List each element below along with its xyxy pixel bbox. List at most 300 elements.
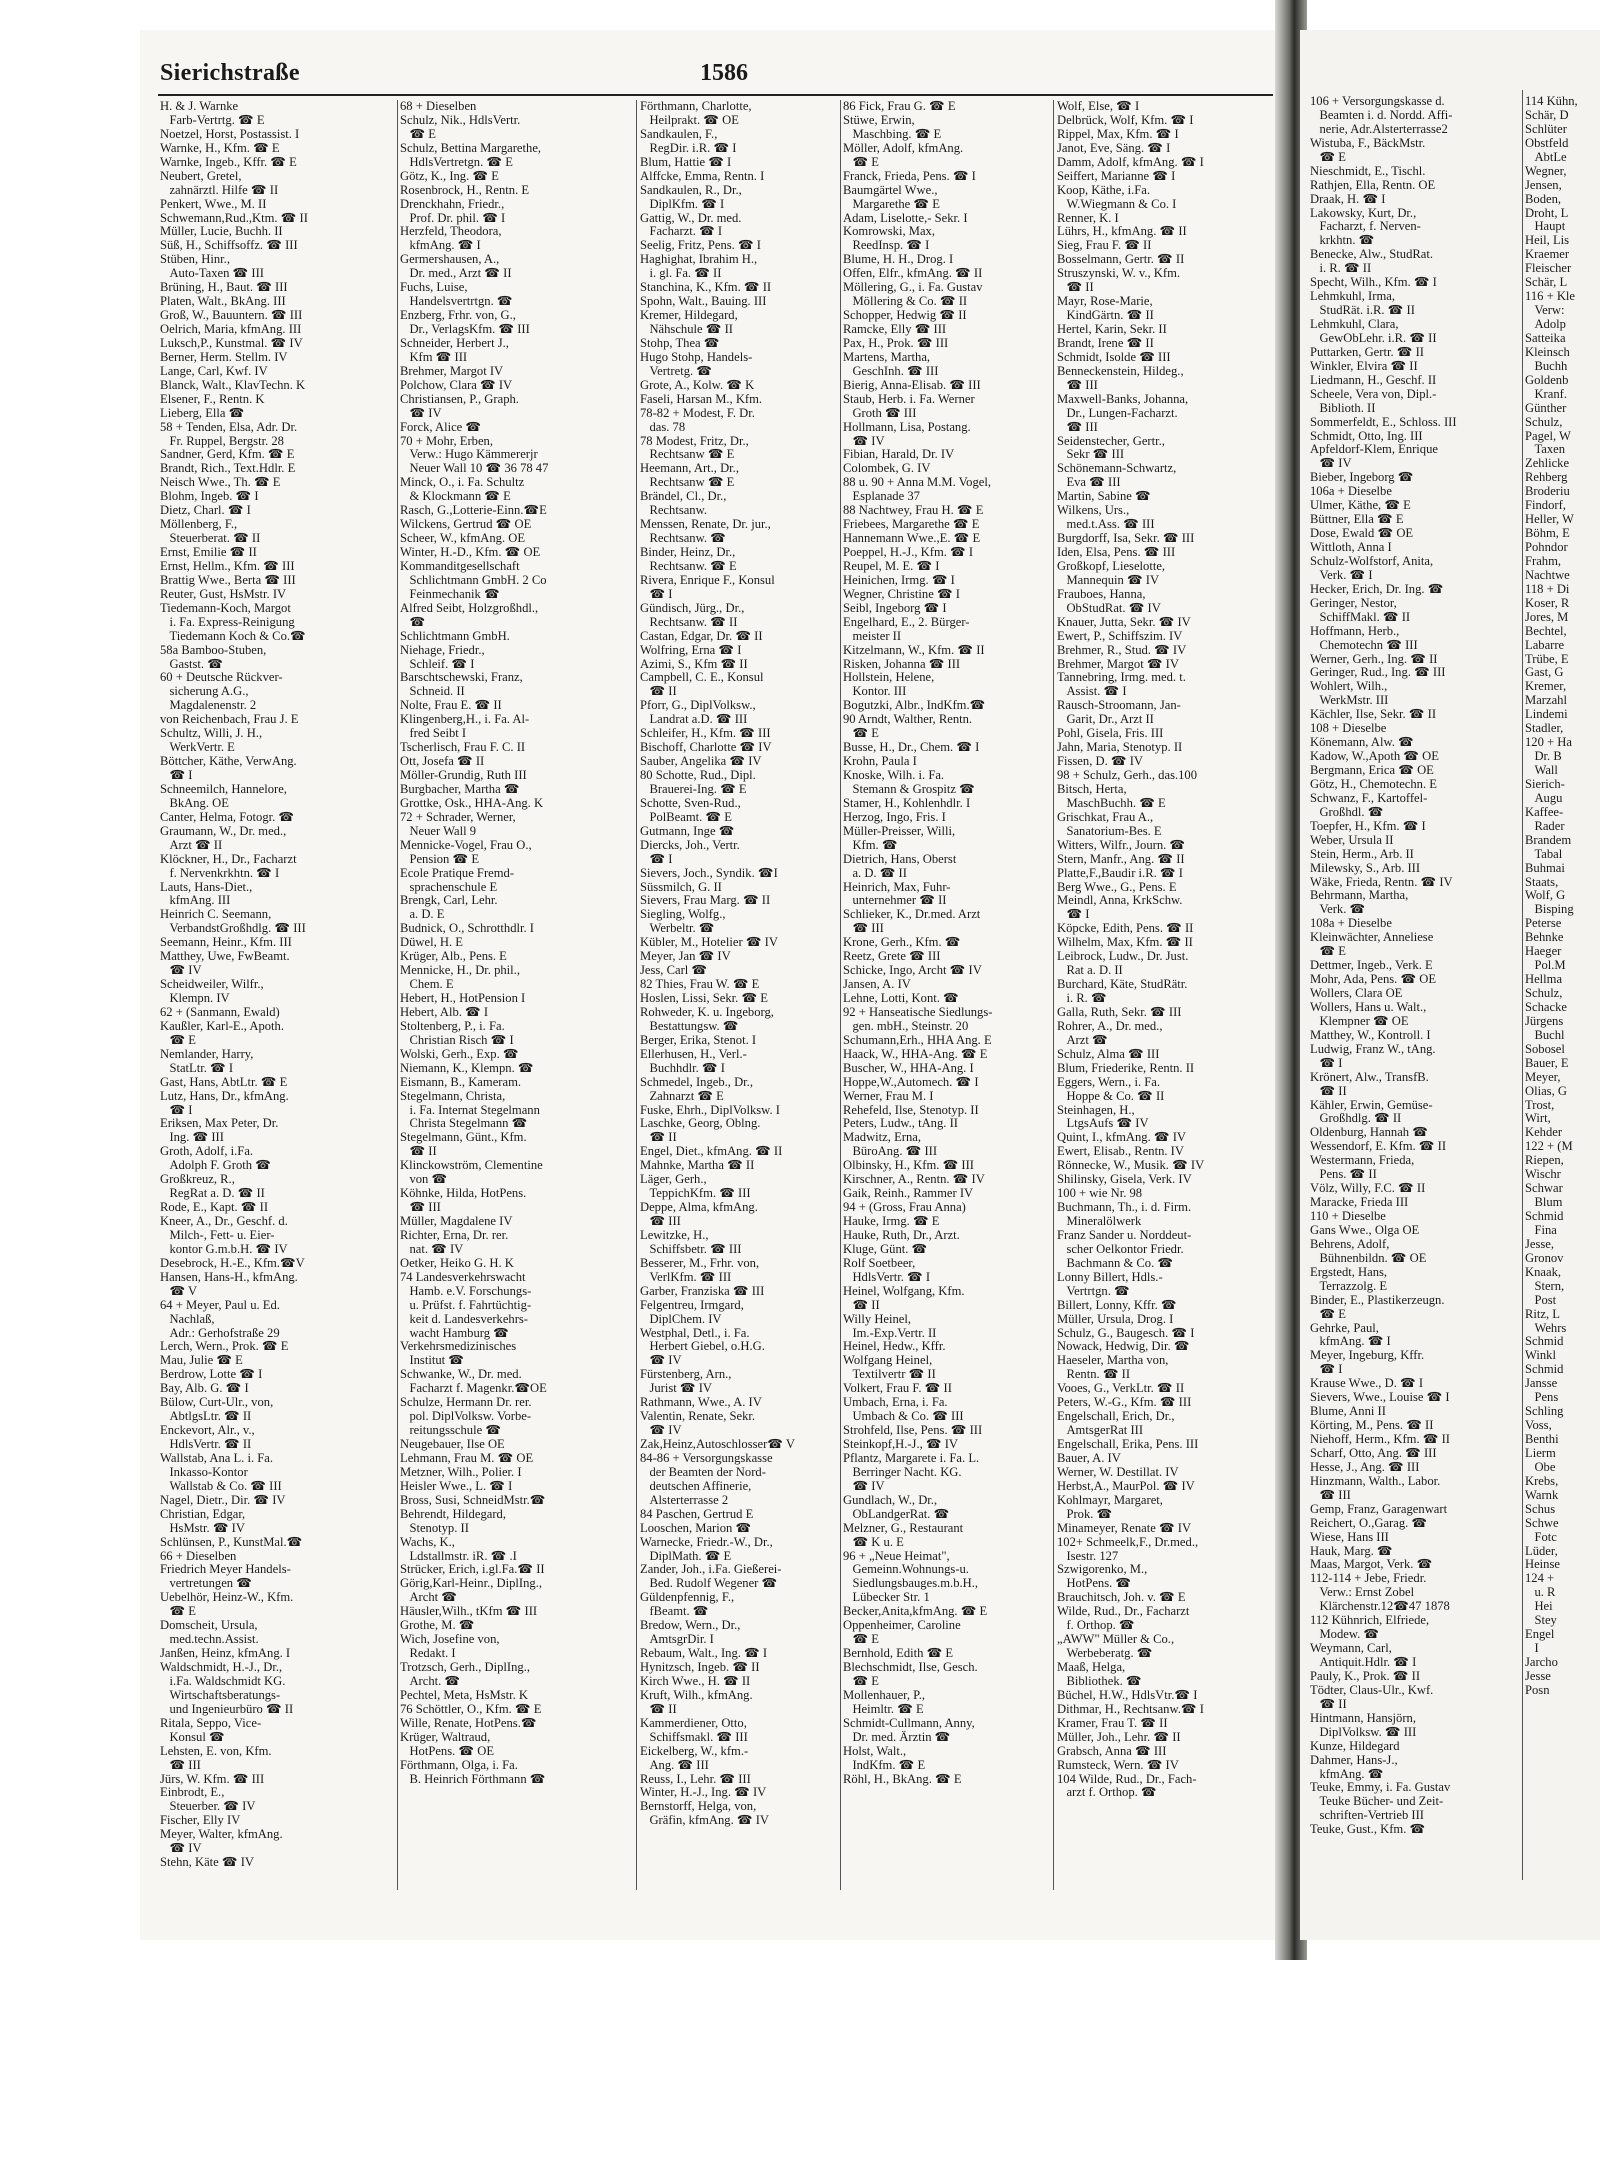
- directory-line: ☎ III: [843, 921, 884, 936]
- directory-line: und Ingenieurbüro ☎ II: [160, 1701, 294, 1716]
- directory-line: 70 + Mohr, Erben,: [400, 433, 493, 448]
- directory-line: Schlichtmann GmbH.: [400, 628, 510, 643]
- directory-line: Franz Sander u. Norddeut-: [1057, 1227, 1192, 1242]
- directory-line: 106a + Dieselbe: [1310, 484, 1392, 499]
- directory-line: Wallstab, Ana L. i. Fa.: [160, 1450, 274, 1465]
- directory-line: Haeger: [1525, 944, 1562, 959]
- directory-line: Im.-Exp.Vertr. II: [843, 1325, 937, 1340]
- directory-line: Bernhold, Edith ☎ E: [843, 1646, 954, 1661]
- directory-line: Ellerhusen, H., Verl.-: [640, 1046, 747, 1061]
- directory-line: Krüger, Alb., Pens. E: [400, 949, 507, 964]
- directory-line: Sanatorium-Bes. E: [1057, 823, 1162, 838]
- directory-line: Domscheit, Ursula,: [160, 1618, 258, 1633]
- directory-line: Haghighat, Ibrahim H.,: [640, 252, 758, 267]
- directory-line: Platen, Walt., BkAng. III: [160, 294, 286, 309]
- directory-line: Antiquit.Hdlr. ☎ I: [1310, 1655, 1417, 1669]
- directory-line: 76 Schöttler, O., Kfm. ☎ E: [400, 1701, 542, 1716]
- directory-line: Stüben, Hinr.,: [160, 252, 230, 267]
- directory-line: Hellma: [1525, 972, 1563, 987]
- directory-line: Gast, G: [1525, 665, 1564, 680]
- directory-line: Oldenburg, Hannah ☎: [1310, 1125, 1428, 1140]
- directory-line: Rehefeld, Ilse, Stenotyp. II: [843, 1102, 979, 1117]
- directory-line: Lehmkuhl, Irma,: [1310, 289, 1395, 304]
- directory-line: Möllering, G., i. Fa. Gustav: [843, 280, 983, 295]
- directory-line: Facharzt, f. Nerven-: [1310, 219, 1421, 234]
- directory-line: Garber, Franziska ☎ III: [640, 1283, 765, 1298]
- directory-line: Brengk, Carl, Lehr.: [400, 893, 498, 908]
- directory-line: Möller-Grundig, Ruth III: [400, 768, 527, 782]
- directory-line: AbtLe: [1525, 149, 1567, 164]
- directory-line: Chem. E: [400, 977, 454, 992]
- directory-line: Werbeltr. ☎: [640, 921, 715, 936]
- directory-line: Fissen, D. ☎ IV: [1057, 754, 1144, 769]
- directory-line: Chemotechn ☎ III: [1310, 637, 1418, 652]
- directory-line: Pol.M: [1525, 958, 1566, 973]
- directory-line: Rausch-Stroomann, Jan-: [1057, 698, 1181, 713]
- directory-line: Kleinsch: [1525, 344, 1570, 359]
- directory-line: Heimltr. ☎ E: [843, 1701, 924, 1716]
- directory-line: Warnecke, Friedr.-W., Dr.,: [640, 1534, 773, 1549]
- directory-line: Wille, Renate, HotPens.☎: [400, 1715, 537, 1730]
- directory-line: Hansen, Hans-H., kfmAng.: [160, 1269, 298, 1284]
- directory-line: Matthey, W., Kontroll. I: [1310, 1027, 1431, 1042]
- directory-line: Noetzel, Horst, Postassist. I: [160, 126, 300, 141]
- directory-line: 60 + Deutsche Rückver-: [160, 670, 283, 685]
- directory-line: Voss,: [1525, 1418, 1552, 1433]
- directory-line: ☎ E: [843, 1632, 879, 1647]
- directory-line: Fuske, Ehrh., DiplVolksw. I: [640, 1102, 780, 1117]
- directory-line: Brauerei-Ing. ☎ E: [640, 781, 747, 796]
- directory-line: Desebrock, H.-E., Kfm.☎V: [160, 1255, 305, 1270]
- directory-line: Schulz, Nik., HdlsVertr.: [400, 112, 521, 127]
- directory-line: 64 + Meyer, Paul u. Ed.: [160, 1297, 280, 1312]
- directory-line: RegDir. i.R. ☎ I: [640, 140, 737, 155]
- directory-line: 96 + „Neue Heimat",: [843, 1548, 950, 1563]
- directory-line: Holst, Walt.,: [843, 1743, 907, 1758]
- directory-line: Schulz, G., Baugesch. ☎ I: [1057, 1325, 1195, 1340]
- directory-line: Geringer, Rud., Ing. ☎ III: [1310, 665, 1446, 680]
- directory-line: H. & J. Warnke: [160, 100, 239, 113]
- directory-line: Warnke, Ingeb., Kffr. ☎ E: [160, 154, 297, 169]
- directory-line: PolBeamt. ☎ E: [640, 809, 732, 824]
- directory-line: Oelrich, Maria, kfmAng. III: [160, 322, 302, 336]
- directory-line: Herzog, Ingo, Fris. I: [843, 809, 946, 824]
- directory-line: Spohn, Walt., Bauing. III: [640, 294, 767, 309]
- directory-line: ☎ IV: [843, 1478, 885, 1493]
- directory-line: Sekr ☎ III: [1057, 447, 1125, 462]
- directory-line: Facharzt f. Magenkr.☎OE: [400, 1381, 547, 1396]
- directory-line: Klempner ☎ OE: [1310, 1013, 1409, 1028]
- directory-line: Rippel, Max, Kfm. ☎ I: [1057, 126, 1179, 141]
- directory-line: Bergmann, Erica ☎ OE: [1310, 763, 1434, 777]
- directory-line: Adam, Liselotte,- Sekr. I: [843, 210, 968, 225]
- directory-line: Renner, K. I: [1057, 210, 1119, 225]
- directory-line: Behnke: [1525, 930, 1564, 945]
- directory-line: i. gl. Fa. ☎ II: [640, 266, 722, 281]
- directory-line: Wegner, Christine ☎ I: [843, 586, 960, 601]
- header-divider: [158, 94, 1273, 96]
- directory-line: Menssen, Renate, Dr. jur.,: [640, 517, 771, 532]
- directory-line: Klöckner, H., Dr., Facharzt: [160, 851, 297, 866]
- directory-line: Sievers, Frau Marg. ☎ II: [640, 893, 771, 908]
- directory-line: ☎ I: [160, 768, 193, 782]
- directory-line: 116 + Kle: [1525, 289, 1576, 304]
- directory-line: Heinrich C. Seemann,: [160, 907, 272, 922]
- directory-line: Schmidt, Isolde ☎ III: [1057, 349, 1171, 364]
- directory-line: ☎ II: [1310, 1083, 1347, 1098]
- directory-line: Post: [1525, 1292, 1557, 1307]
- directory-line: Engel, Diet., kfmAng. ☎ II: [640, 1144, 783, 1159]
- directory-line: Nowack, Hedwig, Dir. ☎: [1057, 1339, 1190, 1354]
- directory-line: Isestr. 127: [1057, 1548, 1119, 1563]
- directory-line: Schlichtmann GmbH. 2 Co: [400, 572, 547, 587]
- directory-line: Waldschmidt, H.-J., Dr.,: [160, 1660, 283, 1674]
- directory-line: arzt f. Orthop. ☎: [1057, 1785, 1157, 1800]
- directory-line: Hertel, Karin, Sekr. II: [1057, 322, 1167, 336]
- directory-line: Garit, Dr., Arzt II: [1057, 712, 1154, 727]
- directory-line: ☎ II: [843, 1297, 880, 1312]
- directory-line: Maxwell-Banks, Johanna,: [1057, 391, 1189, 406]
- directory-line: Stegelmann, Christa,: [400, 1088, 506, 1103]
- directory-line: Sieg, Frau F. ☎ II: [1057, 238, 1152, 253]
- directory-line: 86 Fick, Frau G. ☎ E: [843, 100, 956, 113]
- directory-line: Lewitzke, H.,: [640, 1227, 709, 1242]
- directory-line: Melzner, G., Restaurant: [843, 1520, 964, 1535]
- directory-line: Behrmann, Martha,: [1310, 888, 1409, 903]
- directory-line: Berner, Herm. Stellm. IV: [160, 349, 288, 364]
- directory-line: Stern,: [1525, 1278, 1565, 1293]
- directory-line: Hauke, Irmg. ☎ E: [843, 1214, 940, 1228]
- directory-line: Schär, D: [1525, 107, 1569, 122]
- directory-line: Möllenberg, F.,: [160, 517, 238, 532]
- directory-line: reitungsschule ☎: [400, 1423, 502, 1438]
- directory-line: Olbinsky, H., Kfm. ☎ III: [843, 1158, 974, 1173]
- directory-line: Arzt ☎: [1057, 1032, 1108, 1047]
- directory-line: Hebert, H., HotPension I: [400, 991, 526, 1005]
- directory-line: Klinckowström, Clementine: [400, 1158, 543, 1173]
- directory-line: Wirtschaftsberatungs-: [160, 1687, 281, 1702]
- directory-line: Dietz, Charl. ☎ I: [160, 503, 251, 518]
- directory-line: Facharzt. ☎ I: [640, 224, 723, 239]
- directory-line: Heemann, Art., Dr.,: [640, 461, 739, 476]
- directory-line: Stüwe, Erwin,: [843, 112, 915, 127]
- directory-line: Winkler, Elvira ☎ II: [1310, 358, 1418, 373]
- directory-line: ☎ IV: [1310, 456, 1352, 471]
- directory-line: Schwemann,Rud.,Ktm. ☎ II: [160, 210, 308, 225]
- directory-line: kfmAng. III: [160, 893, 231, 908]
- directory-line: ☎ IV: [400, 405, 442, 420]
- directory-line: Wolf, Else, ☎ I: [1057, 100, 1140, 113]
- directory-line: Rechtsanw. ☎: [640, 531, 726, 546]
- directory-line: Köhnke, Hilda, HotPens.: [400, 1186, 527, 1201]
- directory-line: Herbst,A., MaurPol. ☎ IV: [1057, 1478, 1195, 1493]
- directory-line: Schleifer, H., Kfm. ☎ III: [640, 726, 771, 741]
- directory-line: 94 + (Gross, Frau Anna): [843, 1200, 966, 1215]
- directory-line: 88 Nachtwey, Frau H. ☎ E: [843, 503, 984, 518]
- directory-line: Mineralölwerk: [1057, 1214, 1142, 1228]
- directory-line: BüroAng. ☎ III: [843, 1144, 938, 1159]
- directory-line: Rode, E., Kapt. ☎ II: [160, 1200, 269, 1215]
- directory-line: Westphal, Detl., i. Fa.: [640, 1325, 750, 1340]
- directory-line: Gronov: [1525, 1250, 1564, 1265]
- directory-line: Umbach, Erna, i. Fa.: [843, 1395, 948, 1410]
- directory-line: 84-86 + Versorgungskasse: [640, 1450, 773, 1465]
- directory-line: AmtsgerRat III: [1057, 1423, 1144, 1438]
- directory-line: ☎ III: [640, 1214, 681, 1228]
- directory-line: Brauchitsch, Joh. v. ☎ E: [1057, 1590, 1186, 1605]
- directory-line: Schulz, Bettina Margarethe,: [400, 140, 542, 155]
- directory-line: Jesse,: [1525, 1236, 1555, 1251]
- directory-line: BkAng. OE: [160, 795, 229, 810]
- directory-line: Kremer, Hildegard,: [640, 308, 738, 323]
- directory-line: Vertretg. ☎: [640, 363, 712, 378]
- directory-line: Kaffee-: [1525, 804, 1564, 819]
- directory-line: Redakt. I: [400, 1646, 456, 1661]
- directory-line: Hoppe & Co. ☎ II: [1057, 1088, 1165, 1103]
- directory-line: Schwar: [1525, 1181, 1563, 1196]
- directory-line: f. Orthop. ☎: [1057, 1618, 1135, 1633]
- directory-line: Schär, L: [1525, 275, 1568, 290]
- directory-line: 122 + (M: [1525, 1139, 1573, 1154]
- directory-line: Wollers, Clara OE: [1310, 986, 1403, 1000]
- directory-line: Rathjen, Ella, Rentn. OE: [1310, 177, 1436, 192]
- directory-line: Brandem: [1525, 832, 1572, 847]
- directory-line: Dose, Ewald ☎ OE: [1310, 526, 1414, 541]
- directory-line: 112 Kühnrich, Elfriede,: [1310, 1613, 1430, 1628]
- directory-line: Schacke: [1525, 999, 1567, 1014]
- directory-line: Tödter, Claus-Ulr., Kwf.: [1310, 1682, 1434, 1697]
- directory-line: Adolp: [1525, 317, 1566, 331]
- directory-line: Kächler, Ilse, Sekr. ☎ II: [1310, 707, 1437, 722]
- directory-line: Kruft, Wilh., kfmAng.: [640, 1687, 753, 1702]
- directory-line: schriften-Vertrieb III: [1310, 1808, 1424, 1823]
- directory-line: Nagel, Dietr., Dir. ☎ IV: [160, 1492, 286, 1507]
- directory-line: Milch-, Fett- u. Eier-: [160, 1227, 275, 1242]
- directory-line: Franck, Frieda, Pens. ☎ I: [843, 168, 976, 183]
- directory-line: Leibrock, Ludw., Dr. Just.: [1057, 949, 1189, 964]
- directory-line: Hoppe,W.,Automech. ☎ I: [843, 1074, 979, 1089]
- directory-line: ☎ E: [843, 726, 879, 741]
- directory-line: Rehberg: [1525, 470, 1568, 485]
- directory-line: HdlsVertr. ☎ II: [160, 1437, 252, 1451]
- directory-line: Wilhelm, Max, Kfm. ☎ II: [1057, 935, 1193, 950]
- directory-line: 120 + Ha: [1525, 735, 1572, 750]
- directory-line: Wilkens, Urs.,: [1057, 503, 1130, 518]
- directory-line: Blohm, Ingeb. ☎ I: [160, 489, 259, 504]
- directory-line: Hannemann Wwe.,E. ☎ E: [843, 531, 981, 546]
- directory-line: Shilinsky, Gisela, Verk. IV: [1057, 1172, 1192, 1187]
- directory-line: Campbell, C. E., Konsul: [640, 670, 764, 685]
- directory-line: wacht Hamburg ☎: [400, 1325, 509, 1340]
- directory-line: Gaik, Reinh., Rammer IV: [843, 1186, 974, 1201]
- directory-line: Jess, Carl ☎: [640, 963, 708, 978]
- directory-line: Trotzsch, Gerh., DiplIng.,: [400, 1660, 531, 1674]
- directory-line: fBeamt. ☎: [640, 1604, 709, 1619]
- directory-line: Stamer, H., Kohlenhdlr. I: [843, 795, 971, 810]
- directory-line: Rechtsanw.: [640, 503, 708, 518]
- directory-line: Niemann, K., Klempn. ☎: [400, 1060, 534, 1075]
- directory-line: Grothe, M. ☎: [400, 1618, 475, 1633]
- directory-line: Wollers, Hans u. Walt.,: [1310, 999, 1427, 1014]
- directory-line: Prof. Dr. phil. ☎ I: [400, 210, 506, 225]
- directory-line: Adolph F. Groth ☎: [160, 1158, 271, 1173]
- directory-line: Madwitz, Erna,: [843, 1130, 921, 1145]
- directory-line: Krause Wwe., D. ☎ I: [1310, 1376, 1424, 1391]
- page-title: Sierichstraße: [160, 60, 300, 86]
- directory-line: Minck, O., i. Fa. Schultz: [400, 475, 525, 490]
- directory-line: Reuss, I., Lehr. ☎ III: [640, 1771, 751, 1786]
- directory-line: Zander, Joh., i.Fa. Gießerei-: [640, 1562, 782, 1577]
- directory-line: Heinel, Wolfgang, Kfm.: [843, 1283, 965, 1298]
- directory-line: Schleif. ☎ I: [400, 656, 475, 671]
- directory-line: Heinrich, Max, Fuhr-: [843, 879, 951, 894]
- directory-line: Burchard, Käte, StudRätr.: [1057, 977, 1188, 992]
- directory-line: Hei: [1525, 1599, 1553, 1614]
- directory-line: Frahm,: [1525, 553, 1562, 568]
- directory-line: Hamb. e.V. Forschungs-: [400, 1283, 532, 1298]
- directory-line: Böttcher, Käthe, VerwAng.: [160, 754, 297, 769]
- directory-line: ☎ IV: [843, 433, 885, 448]
- directory-line: ☎ II: [640, 1130, 677, 1145]
- directory-line: Eickelberg, W., kfm.-: [640, 1743, 749, 1758]
- directory-line: GeschInh. ☎ III: [843, 363, 939, 378]
- directory-line: Heinse: [1525, 1557, 1560, 1572]
- directory-line: Lehmann, Frau M. ☎ OE: [400, 1450, 534, 1465]
- directory-line: f. Nervenkrkhtn. ☎ I: [160, 865, 280, 880]
- directory-line: Feinmechanik ☎: [400, 586, 500, 601]
- directory-line: Prok. ☎: [1057, 1506, 1113, 1521]
- directory-line: Koser, R: [1525, 595, 1570, 610]
- directory-line: Budnick, O., Schrotthdlr. I: [400, 921, 534, 936]
- directory-line: Müller, Lucie, Buchh. II: [160, 224, 283, 239]
- directory-line: Alsterterrasse 2: [640, 1492, 729, 1507]
- directory-line: Handelsvertrtgn. ☎: [400, 294, 513, 309]
- directory-line: ☎ IV: [640, 1423, 682, 1438]
- directory-line: Poeppel, H.-J., Kfm. ☎ I: [843, 545, 974, 559]
- directory-line: 108 + Dieselbe: [1310, 721, 1387, 736]
- directory-line: Schulz, Alma ☎ III: [1057, 1046, 1160, 1061]
- directory-line: 80 Schotte, Rud., Dipl.: [640, 768, 756, 782]
- directory-line: Schwanke, W., Dr. med.: [400, 1367, 522, 1382]
- directory-line: Müller, Joh., Lehr. ☎ II: [1057, 1729, 1181, 1744]
- directory-line: Gast, Hans, AbtLtr. ☎ E: [160, 1074, 288, 1089]
- directory-line: Winter, H.-D., Kfm. ☎ OE: [400, 545, 541, 559]
- directory-line: AbtlgsLtr. ☎ II: [160, 1409, 252, 1424]
- directory-line: Felgentreu, Irmgard,: [640, 1297, 744, 1312]
- directory-line: ☎ II: [400, 1144, 437, 1159]
- directory-line: ☎ III: [1057, 377, 1098, 392]
- directory-line: Blum, Friederike, Rentn. II: [1057, 1060, 1195, 1075]
- directory-line: Groth ☎ III: [843, 405, 917, 420]
- directory-line: I: [1525, 1641, 1539, 1656]
- directory-line: Schopper, Hedwig ☎ II: [843, 308, 967, 323]
- column-divider: [840, 100, 841, 1890]
- directory-line: u. R: [1525, 1585, 1556, 1600]
- directory-line: Winter, H.-J., Ing. ☎ IV: [640, 1785, 767, 1800]
- directory-line: Berger, Erika, Stenot. I: [640, 1032, 757, 1047]
- directory-line: Staats,: [1525, 874, 1559, 889]
- directory-line: Buchhdlr. ☎ I: [640, 1060, 725, 1075]
- directory-line: Engel: [1525, 1627, 1555, 1642]
- directory-line: Haack, W., HHA-Ang. ☎ E: [843, 1046, 988, 1061]
- directory-line: Lange, Carl, Kwf. IV: [160, 363, 268, 378]
- directory-line: Christian, Edgar,: [160, 1506, 246, 1521]
- directory-line: Puttarken, Gertr. ☎ II: [1310, 344, 1424, 359]
- directory-line: der Beamten der Nord-: [640, 1464, 766, 1479]
- directory-line: Vertrtgn. ☎: [1057, 1283, 1130, 1298]
- directory-line: kfmAng. ☎ I: [400, 238, 481, 253]
- directory-line: Gans Wwe., Olga OE: [1310, 1222, 1420, 1237]
- directory-line: Sierich-: [1525, 776, 1565, 791]
- directory-line: AmtsgrDir. I: [640, 1632, 714, 1647]
- directory-line: Blanck, Walt., KlavTechn. K: [160, 377, 306, 392]
- directory-line: Wolski, Gerh., Exp. ☎: [400, 1046, 519, 1061]
- directory-line: Pens. ☎ II: [1310, 1167, 1377, 1182]
- directory-line: Alfred Seibt, Holzgroßhdl.,: [400, 600, 539, 615]
- directory-line: Specht, Wilh., Kfm. ☎ I: [1310, 275, 1437, 290]
- directory-line: Bredow, Wern., Dr.,: [640, 1618, 741, 1633]
- directory-line: Brehmer, Margot ☎ IV: [1057, 656, 1179, 671]
- directory-line: Stoltenberg, P., i. Fa.: [400, 1018, 505, 1033]
- directory-line: Götz, H., Chemotechn. E: [1310, 776, 1437, 791]
- directory-line: Klempn. IV: [160, 991, 230, 1005]
- directory-column-6: [1310, 95, 1522, 1837]
- directory-line: Dithmar, H., Rechtsanw.☎ I: [1057, 1701, 1204, 1716]
- directory-line: Wiese, Hans III: [1310, 1529, 1389, 1544]
- directory-line: a. D. ☎ II: [843, 865, 907, 880]
- directory-column-1: [160, 100, 392, 1870]
- directory-line: Draak, H. ☎ I: [1310, 191, 1386, 206]
- directory-line: Barschtschewski, Franz,: [400, 670, 523, 685]
- directory-line: Dettmer, Ingeb., Verk. E: [1310, 958, 1433, 973]
- directory-line: Bechtel,: [1525, 623, 1567, 638]
- directory-line: Wachs, K.,: [400, 1534, 455, 1549]
- directory-line: Ernst, Hellm., Kfm. ☎ III: [160, 558, 295, 573]
- directory-line: Schulz,: [1525, 414, 1563, 429]
- directory-line: Konsul ☎: [160, 1729, 225, 1744]
- directory-line: GewObLehr. i.R. ☎ II: [1310, 330, 1437, 345]
- directory-line: Gutmann, Inge ☎: [640, 823, 735, 838]
- directory-line: Büttner, Ella ☎ E: [1310, 512, 1404, 527]
- directory-line: Teuke Bücher- und Zeit-: [1310, 1794, 1444, 1809]
- directory-line: Werbeberatg. ☎: [1057, 1646, 1153, 1661]
- directory-line: KindGärtn. ☎ II: [1057, 308, 1154, 323]
- directory-line: Burgbacher, Martha ☎: [400, 781, 520, 796]
- directory-line: Schmidt, Otto, Ing. III: [1310, 428, 1423, 443]
- directory-line: Meindl, Anna, KrkSchw.: [1057, 893, 1183, 908]
- directory-line: ☎ E: [843, 1673, 879, 1688]
- directory-line: Hoslen, Lissi, Sekr. ☎ E: [640, 991, 768, 1005]
- directory-line: Bibliothek. ☎: [1057, 1673, 1142, 1688]
- directory-line: Looschen, Marion ☎: [640, 1520, 752, 1535]
- directory-line: Reuter, Gust, HsMstr. IV: [160, 586, 287, 601]
- directory-line: Hollstein, Helene,: [843, 670, 935, 685]
- directory-line: Labarre: [1525, 637, 1565, 652]
- directory-line: Luksch,P., Kunstmal. ☎ IV: [160, 335, 303, 350]
- directory-line: ☎: [400, 614, 426, 629]
- directory-line: Dr., VerlagsKfm. ☎ III: [400, 322, 530, 336]
- directory-line: ☎ II: [640, 684, 677, 699]
- directory-line: Fotc: [1525, 1529, 1557, 1544]
- directory-line: u. Prüfst. f. Fahrtüchtig-: [400, 1297, 532, 1312]
- directory-line: Mollenhauer, P.,: [843, 1687, 926, 1702]
- directory-line: Kehder: [1525, 1125, 1563, 1140]
- directory-line: von ☎: [400, 1172, 448, 1187]
- directory-line: Kübler, M., Hotelier ☎ IV: [640, 935, 778, 950]
- directory-line: Broderiu: [1525, 484, 1570, 499]
- directory-line: Fleischer: [1525, 261, 1572, 276]
- directory-line: Stehn, Käte ☎ IV: [160, 1855, 255, 1870]
